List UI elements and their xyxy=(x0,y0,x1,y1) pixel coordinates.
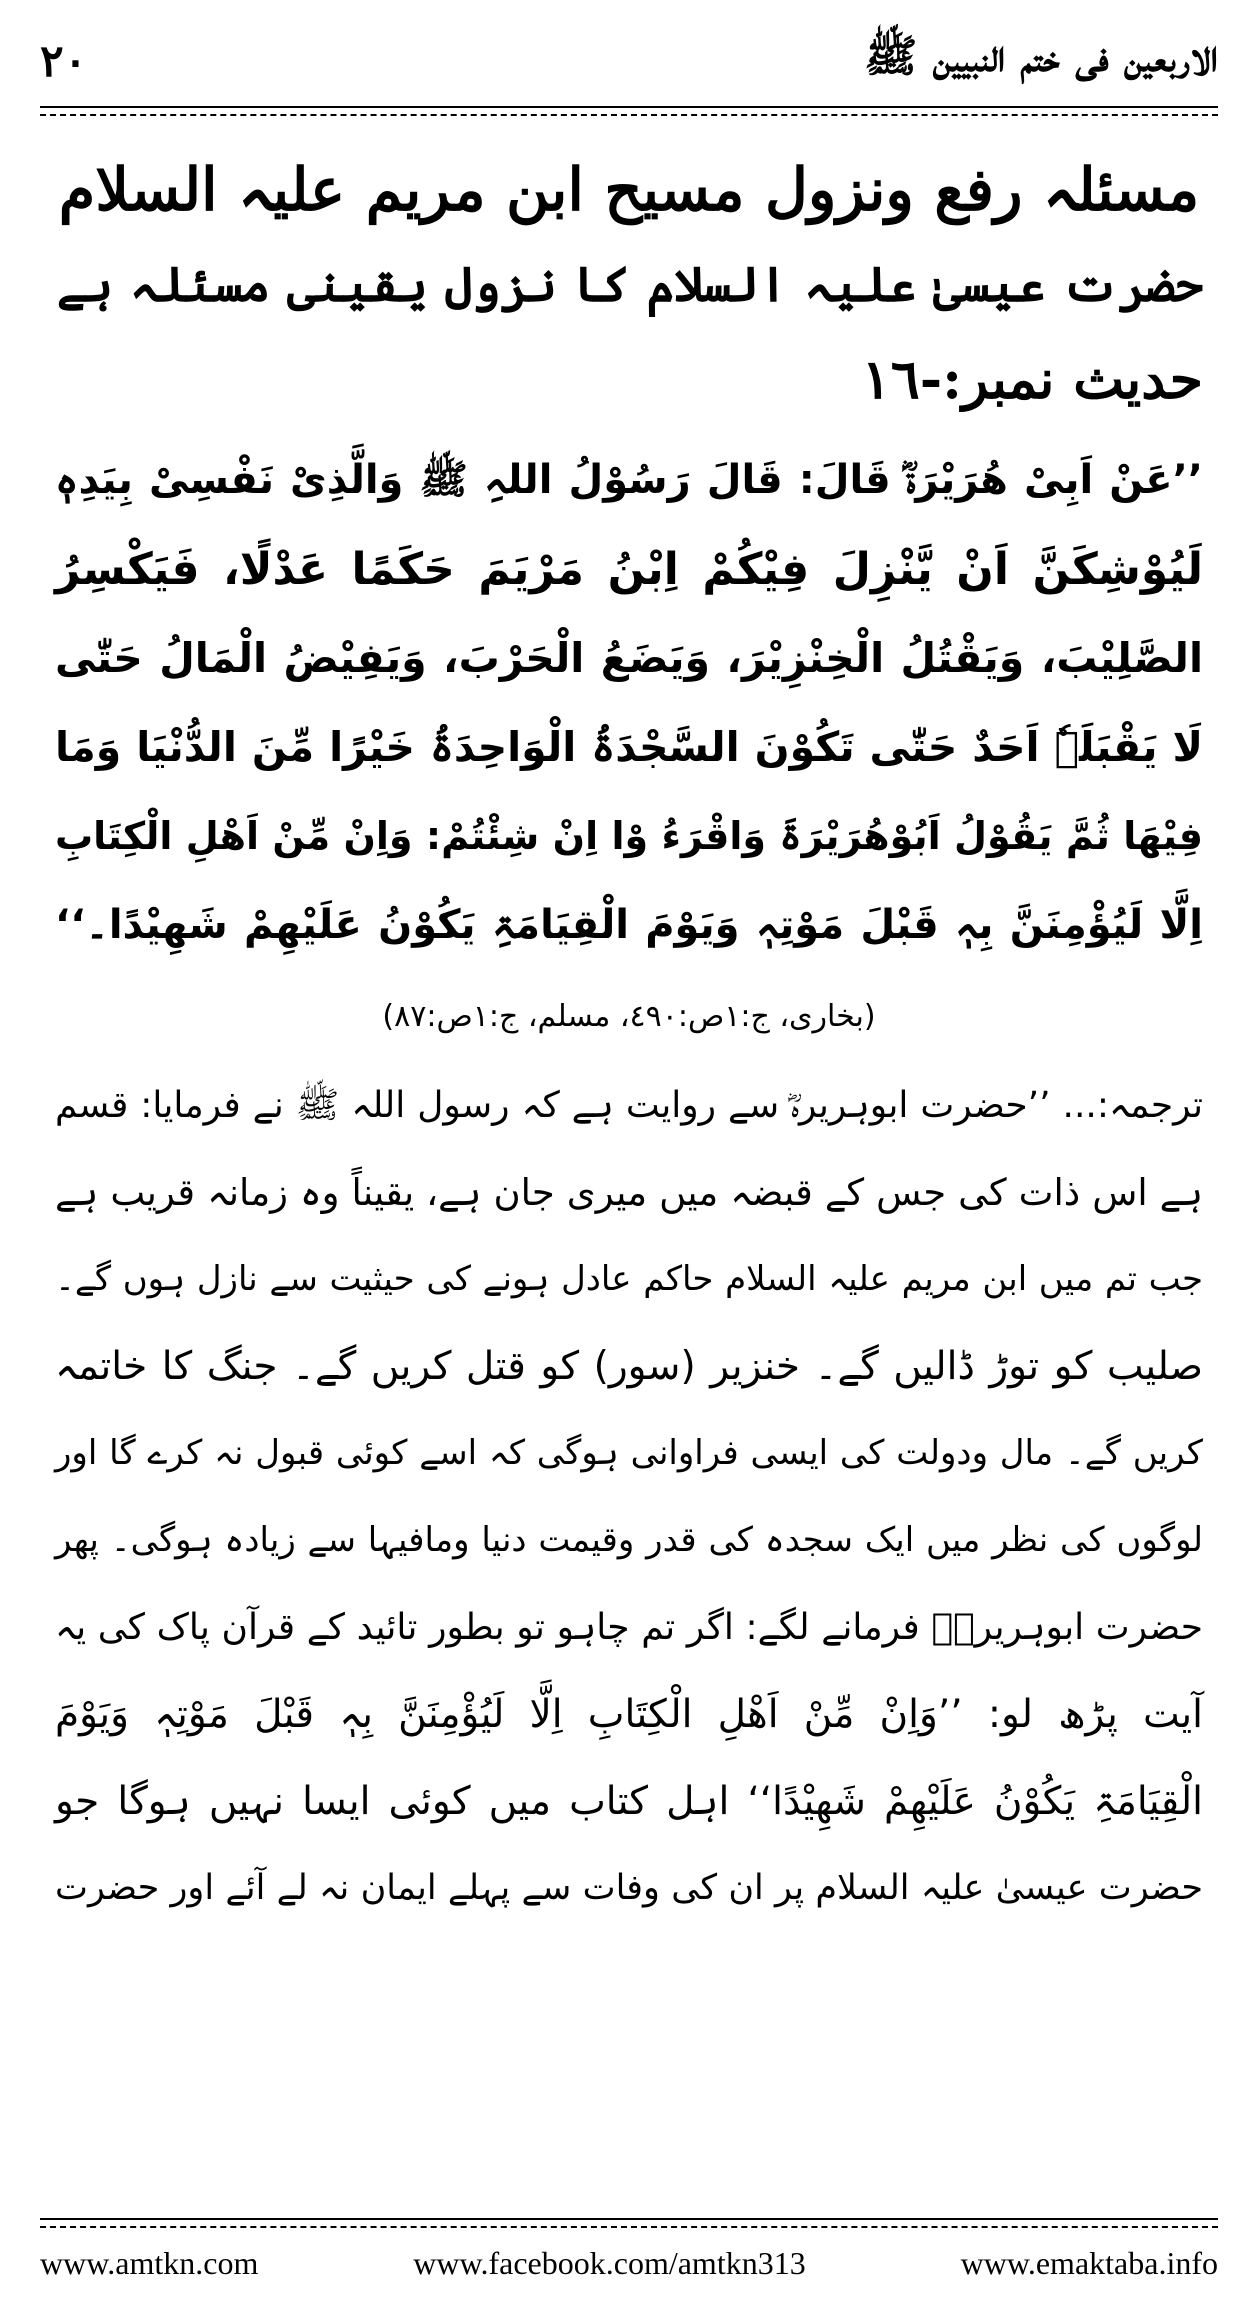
arabic-hadith-text xyxy=(55,436,1203,970)
page-footer xyxy=(40,2238,1218,2288)
page-header xyxy=(40,26,1218,96)
header-rule xyxy=(40,106,1218,108)
urdu-translation xyxy=(55,1062,1203,1932)
translation-line: آیت پڑھ لو: ’’وَاِنْ مِّنْ اَھْلِ الْکِتَابِ اِلَّا لَیُؤْمِنَنَّ بِہٖ قَبْلَ مَوْتِہٖ وَیَوْمَ xyxy=(55,1692,1203,1737)
translation-line: الْقِیَامَۃِ یَکُوْنُ عَلَیْھِمْ شَھِیْدًا‘‘ اہل کتاب میں کوئی ایسا نہیں ہوگا جو xyxy=(55,1779,1203,1824)
translation-line: ترجمہ:... ’’حضرت ابوہریرہؓ سے روایت ہے کہ رسول اللہ ﷺ نے فرمایا: قسم xyxy=(55,1085,1203,1126)
chapter-heading: مسئلہ رفع ونزول مسیح ابن مریم علیہ السلام xyxy=(58,155,1200,224)
arabic-line: لَا یَقْبَلَہٗ اَحَدٌ حَتّٰی تَکُوْنَ السَّجْدَۃُ الْوَاحِدَۃُ خَیْرًا مِّنَ الدُّنْیَا وَمَا xyxy=(55,723,1203,771)
arabic-line: ’’عَنْ اَبِیْ ھُرَیْرَۃؓ قَالَ: قَالَ رَسُوْلُ اللہِ ﷺ وَالَّذِیْ نَفْسِیْ بِیَدِہٖ xyxy=(55,457,1203,503)
page-number: ٢٠ xyxy=(40,35,88,87)
hadith-reference: (بخاری، ج:١ص:٤٩٠، مسلم، ج:١ص:٨٧) xyxy=(382,999,876,1034)
arabic-line: الصَّلِیْبَ، وَیَقْتُلُ الْخِنْزِیْرَ، وَیَضَعُ الْحَرْبَ، وَیَفِیْضُ الْمَالُ حَتّٰی xyxy=(55,634,1203,682)
hadith-number-heading: حدیث نمبر:-١٦ xyxy=(861,347,1203,411)
footer-rule xyxy=(40,2218,1218,2220)
translation-line: ہے اس ذات کی جس کے قبضہ میں میری جان ہے، یقیناً وہ زمانہ قریب ہے xyxy=(55,1171,1203,1214)
translation-line: حضرت عیسیٰ علیہ السلام پر ان کی وفات سے پہلے ایمان نہ لے آئے اور حضرت xyxy=(55,1868,1203,1908)
translation-line: لوگوں کی نظر میں ایک سجدہ کی قدر وقیمت دنیا ومافیہا سے زیادہ ہوگی۔ پھر xyxy=(55,1520,1203,1560)
arabic-line: اِلَّا لَیُؤْمِنَنَّ بِہٖ قَبْلَ مَوْتِہٖ وَیَوْمَ الْقِیَامَۃِ یَکُوْنُ عَلَیْھِمْ شَھِیْدًا۔‘‘ xyxy=(55,902,1203,948)
footer-link-facebook[interactable]: www.facebook.com/amtkn313 xyxy=(413,2244,806,2281)
translation-line: جب تم میں ابن مریم علیہ السلام حاکم عادل ہونے کی حیثیت سے نازل ہوں گے۔ xyxy=(55,1259,1203,1299)
translation-line: حضرت ابوہریرہؓ فرمانے لگے: اگر تم چاہو تو بطور تائید کے قرآن پاک کی یہ xyxy=(55,1607,1203,1648)
page-content xyxy=(55,140,1203,1932)
header-dashed-rule xyxy=(40,114,1218,116)
arabic-line: فِیْھَا ثُمَّ یَقُوْلُ اَبُوْھُرَیْرَۃَ وَاقْرَءُ وْا اِنْ شِئْتُمْ: وَاِنْ مِّنْ اَھْلِ الْکِتَابِ xyxy=(55,814,1203,858)
footer-link-emaktaba[interactable]: www.emaktaba.info xyxy=(960,2244,1218,2281)
section-heading: حضرت عیسیٰ علیہ السلام کا نزول یقینی مسئلہ ہے xyxy=(56,257,1203,313)
arabic-line: لَیُوْشِکَنَّ اَنْ یَّنْزِلَ فِیْکُمْ اِبْنُ مَرْیَمَ حَکَمًا عَدْلًا، فَیَکْسِرُ xyxy=(55,544,1203,595)
translation-line: صلیب کو توڑ ڈالیں گے۔ خنزیر (سور) کو قتل کریں گے۔ جنگ کا خاتمہ xyxy=(55,1344,1203,1389)
translation-line: کریں گے۔ مال ودولت کی ایسی فراوانی ہوگی کہ اسے کوئی قبول نہ کرے گا اور xyxy=(55,1433,1203,1473)
running-title: الاربعین فی ختم النبیین ﷺ xyxy=(864,31,1218,82)
footer-dashed-rule xyxy=(40,2226,1218,2228)
footer-link-amtkn[interactable]: www.amtkn.com xyxy=(40,2244,259,2281)
